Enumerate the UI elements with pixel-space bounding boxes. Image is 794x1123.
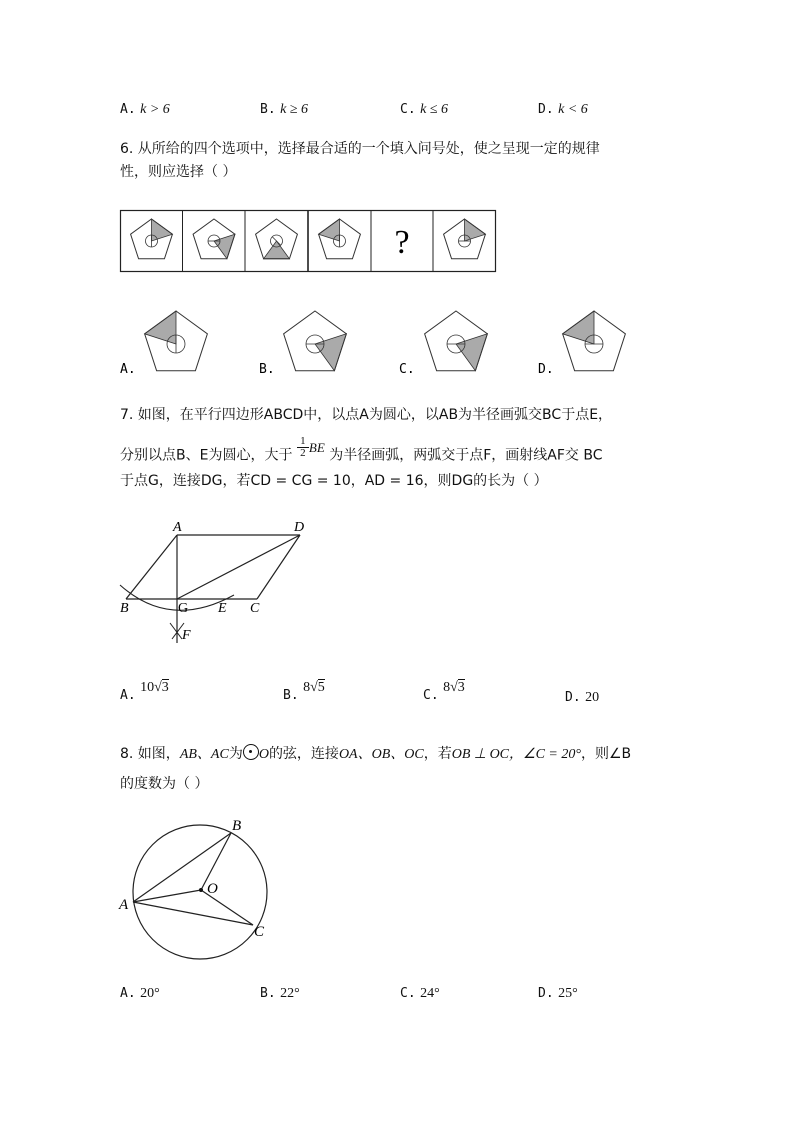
point-c-label: C — [254, 924, 265, 940]
pentagon-cell-3 — [256, 219, 298, 259]
point-a-label: A — [173, 520, 182, 535]
q7-radical-c: 8√3 — [443, 680, 465, 695]
q6-option-d-label: D. — [538, 362, 554, 377]
q8-option-d: D. 25° — [538, 986, 578, 1001]
point-e-label: E — [218, 601, 227, 616]
point-b-label: B — [120, 601, 129, 616]
q6-option-a-label: A. — [120, 362, 136, 377]
q7-option-c: C. 8√3 — [423, 680, 465, 703]
q7-stem-line1: 7. 如图，在平行四边形ABCD中，以点A为圆心，以AB为半径画弧交BC于点E， — [120, 407, 613, 423]
q5-option-b: B. k ≥ 6 — [260, 102, 309, 117]
q7-parallelogram-figure — [112, 515, 322, 650]
point-a-label: A — [119, 897, 129, 913]
q8-stem-line1: 8. 如图，AB、AC为 O的弦，连接OA、OB、OC，若OB ⊥ OC，∠C = 20°，则∠B — [120, 746, 632, 762]
q5-option-d: D. k < 6 — [538, 102, 588, 117]
fraction-half: $\frac{1}{2}$ — [297, 436, 309, 459]
point-c-label: C — [250, 601, 260, 616]
pentagon-cell-1 — [131, 219, 173, 259]
q7-radical-a: 10√3 — [140, 680, 169, 695]
pentagon-option-b — [284, 311, 347, 371]
q7-stem-line3: 于点G，连接DG，若CD = CG = 10，AD = 16，则DG的长为（ ） — [120, 473, 548, 489]
q6-option-b-label: B. — [259, 362, 275, 377]
q7-radical-b: 8√5 — [303, 680, 325, 695]
point-f-label: F — [182, 628, 191, 643]
circle-symbol-icon — [243, 744, 259, 760]
pentagon-option-d — [563, 311, 626, 371]
q6-sequence-figure — [118, 208, 500, 276]
q5-option-a: A. k > 6 — [120, 102, 170, 117]
q7-stem-line2: 分别以点B、E为圆心，大于 $\frac{1}{2}$ BE 为半径画弧，两弧交于点F，画射线AF交 BC — [120, 435, 603, 464]
q7-option-d: D. 20 — [565, 690, 600, 705]
q6-stem-line1: 6. 从所给的四个选项中，选择最合适的一个填入问号处，使之呈现一定的规律 — [120, 141, 600, 157]
q7-option-a: A. 10√3 — [120, 680, 169, 703]
point-g-label: G — [178, 601, 189, 616]
q7-option-b: B. 8√5 — [283, 680, 325, 703]
q6-stem-line2: 性，则应选择（ ） — [120, 164, 237, 180]
point-b-label: B — [232, 818, 242, 834]
q8-option-c: C. 24° — [400, 986, 440, 1001]
question-mark: ? — [394, 224, 410, 261]
pentagon-cell-6 — [444, 219, 486, 259]
q6-options-figure — [118, 300, 678, 390]
sqrt-icon: √ — [154, 680, 162, 695]
point-o-label: O — [207, 881, 218, 897]
q6-option-c-label: C. — [399, 362, 415, 377]
pentagon-option-c — [425, 311, 488, 371]
pentagon-cell-2 — [193, 219, 235, 259]
q8-circle-figure — [115, 812, 280, 962]
q5-option-c: C. k ≤ 6 — [400, 102, 449, 117]
q8-stem-line2: 的度数为（ ） — [120, 776, 209, 792]
sqrt-icon: √ — [310, 680, 318, 695]
q8-option-b: B. 22° — [260, 986, 300, 1001]
pentagon-option-a — [145, 311, 208, 371]
point-d-label: D — [294, 520, 305, 535]
pentagon-cell-4 — [319, 219, 361, 259]
sqrt-icon: √ — [450, 680, 458, 695]
q8-option-a: A. 20° — [120, 986, 160, 1001]
